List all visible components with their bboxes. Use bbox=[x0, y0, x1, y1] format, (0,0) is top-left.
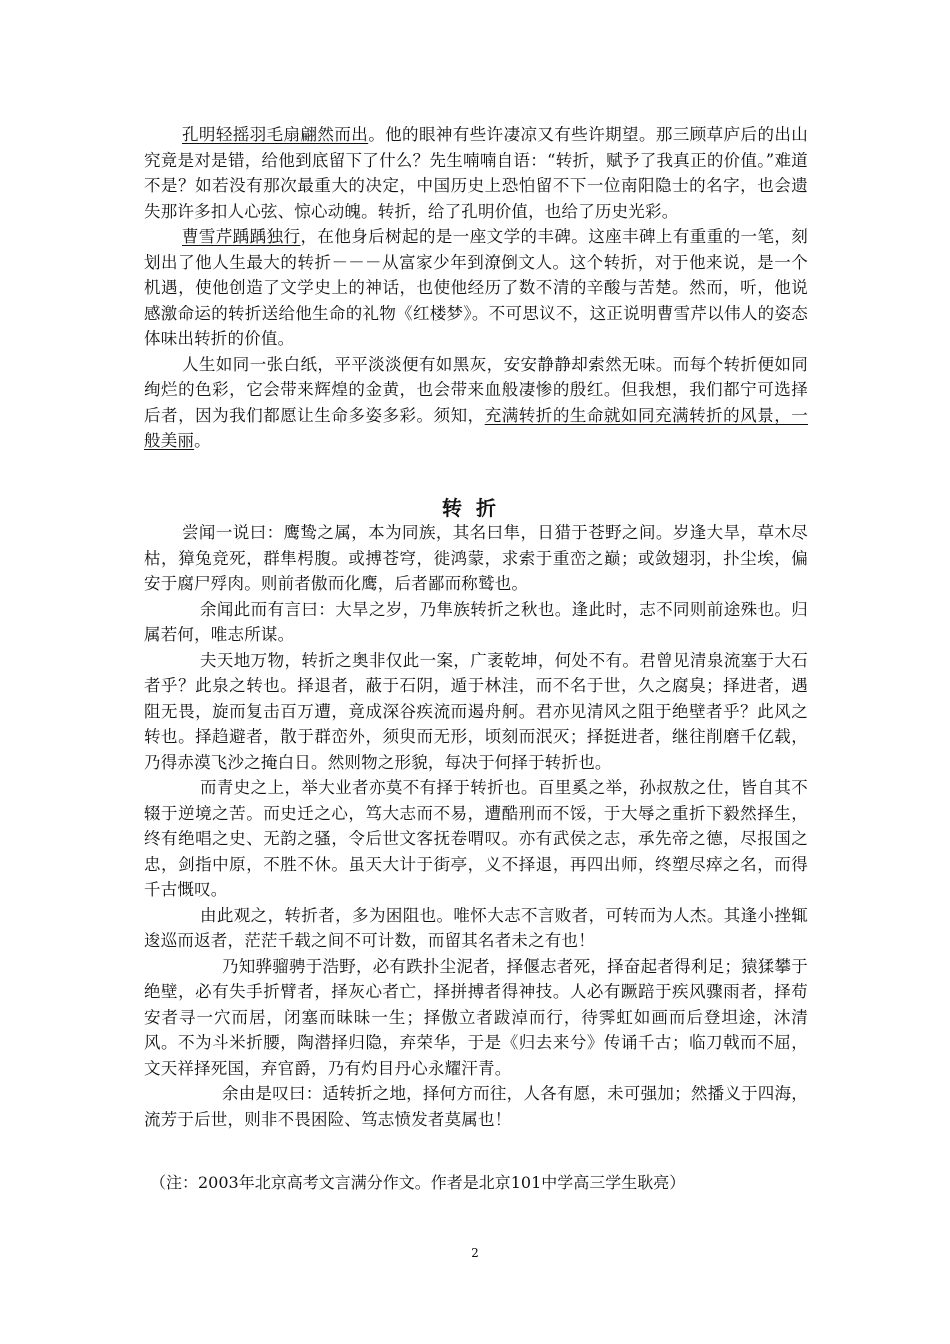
essay-paragraph: 尝闻一说曰：鹰鸷之属，本为同族，其名曰隼，日猎于苍野之间。岁逢大旱，草木尽枯，獐兔竞死，群隼枵腹。或搏苍穹，徙鸿蒙，求索于重峦之巅；或敛翅羽，扑尘埃，偏安于腐尸殍肉。则前者傲而化鹰，后者鄙而称鹫也。 bbox=[144, 523, 808, 593]
paragraph-text: ，在他身后树起的是一座文学的丰碑。这座丰碑上有重重的一笔，刻划出了他人生最大的转折－－－从富家少年到潦倒文人。这个转折，对于他来说，是一个机遇，使他创造了文学史上的神话，也使他经历了数不清的辛酸与苦楚。然而，听，他说感激命运的转折送给他生命的礼物《红楼梦》。不可思议不，这正说明曹雪芹以伟人的姿态体味出转折的价值。 bbox=[144, 227, 809, 348]
essay-paragraph: 由此观之，转折者，多为困阻也。唯怀大志不言败者，可转而为人杰。其逢小挫辄逡巡而返者，茫茫千载之间不可计数，而留其名者未之有也！ bbox=[144, 905, 808, 950]
essay-paragraph: 而青史之上，举大业者亦莫不有择于转折也。百里奚之举，孙叔敖之仕，皆自其不辍于逆境之苦。而史迁之心，笃大志而不易，遭酷刑而不馁，于大辱之重折下毅然择生，终有绝唱之史、无韵之骚，令后世文客抚卷喟叹。亦有武侯之志，承先帝之德，尽报国之忠，剑指中原，不胜不休。虽天大计于街亭，义不择退，再四出师，终塑尽瘁之名，而得千古慨叹。 bbox=[144, 778, 808, 899]
paragraph-text: 人生如同一张白纸，平平淡淡便有如黑灰，安安静静却索然无味。而每个转折便如同绚烂的色彩，它会带来辉煌的金黄，也会带来血般凄惨的殷红。但我想，我们都宁可选择后者，因为我们都愿让生命多姿多彩。须知， bbox=[144, 354, 808, 425]
essay-paragraph: 余由是叹曰：适转折之地，择何方而往，人各有愿，未可强加；然播义于四海，流芳于后世，则非不畏困险、笃志愤发者莫属也！ bbox=[144, 1084, 808, 1129]
paragraph-end: 。 bbox=[194, 431, 211, 450]
paragraph-kongming bbox=[144, 122, 808, 224]
underlined-phrase: 充满转折的生命就如同充满转折的风景，一般美丽 bbox=[144, 405, 808, 450]
essay-paragraph: 余闻此而有言曰：大旱之岁，乃隼族转折之秋也。逢此时，志不同则前途殊也。归属若何，唯志所谋。 bbox=[144, 599, 808, 644]
underlined-phrase: 孔明轻摇羽毛扇翩然而出 bbox=[182, 125, 369, 144]
paragraph-text: 。他的眼神有些许凄凉又有些许期望。那三顾草庐后的出山究竟是对是错，给他到底留下了什么？先生喃喃自语：“转折，赋予了我真正的价值。”难道不是？如若没有那次最重大的决定，中国历史上恐怕留不下一位南阳隐士的名字，也会遗失那许多扣人心弦、惊心动魄。转折，给了孔明价值，也给了历史光彩。 bbox=[144, 125, 809, 221]
paragraph-life bbox=[144, 352, 808, 454]
page-number: 2 bbox=[471, 1246, 479, 1260]
essay-section-continued bbox=[144, 122, 808, 454]
essay-title: 转折 bbox=[442, 496, 510, 520]
underlined-phrase: 曹雪芹踽踽独行 bbox=[182, 227, 301, 246]
author-note: （注：2003年北京高考文言满分作文。作者是北京101中学高三学生耿亮） bbox=[150, 1173, 686, 1192]
classical-essay bbox=[144, 520, 808, 1132]
paragraph-caoxueqin bbox=[144, 224, 808, 352]
essay-paragraph: 夫天地万物，转折之奥非仅此一案，广袤乾坤，何处不有。君曾见清泉流塞于大石者乎？此泉之转也。择退者，蔽于石阴，遁于林洼，而不名于世，久之腐臭；择进者，遇阻无畏，旋而复击百万遭，竟成深谷疾流而遏舟舸。君亦见清风之阻于绝壁者乎？此风之转也。择趋避者，散于群峦外，须臾而无形，顷刻而泯灭；择挺进者，继往削磨千亿载，乃得赤漠飞沙之掩白日。然则物之形貌，每决于何择于转折也。 bbox=[144, 650, 808, 772]
essay-paragraph: 乃知骅骝骋于浩野，必有跌扑尘泥者，择偃志者死，择奋起者得利足；猿猱攀于绝壁，必有失手折臂者，择灰心者亡，择拼搏者得神技。人必有蹶踣于疾风骤雨者，择苟安者寻一穴而居，闭塞而昧昧一生；择傲立者跋淖而行，待霁虹如画而后登坦途，沐清风。不为斗米折腰，陶潜择归隐，弃荣华，于是《归去来兮》传诵千古；临刀戟而不屈，文天祥择死国，弃官爵，乃有灼目丹心永耀汗青。 bbox=[144, 956, 808, 1078]
